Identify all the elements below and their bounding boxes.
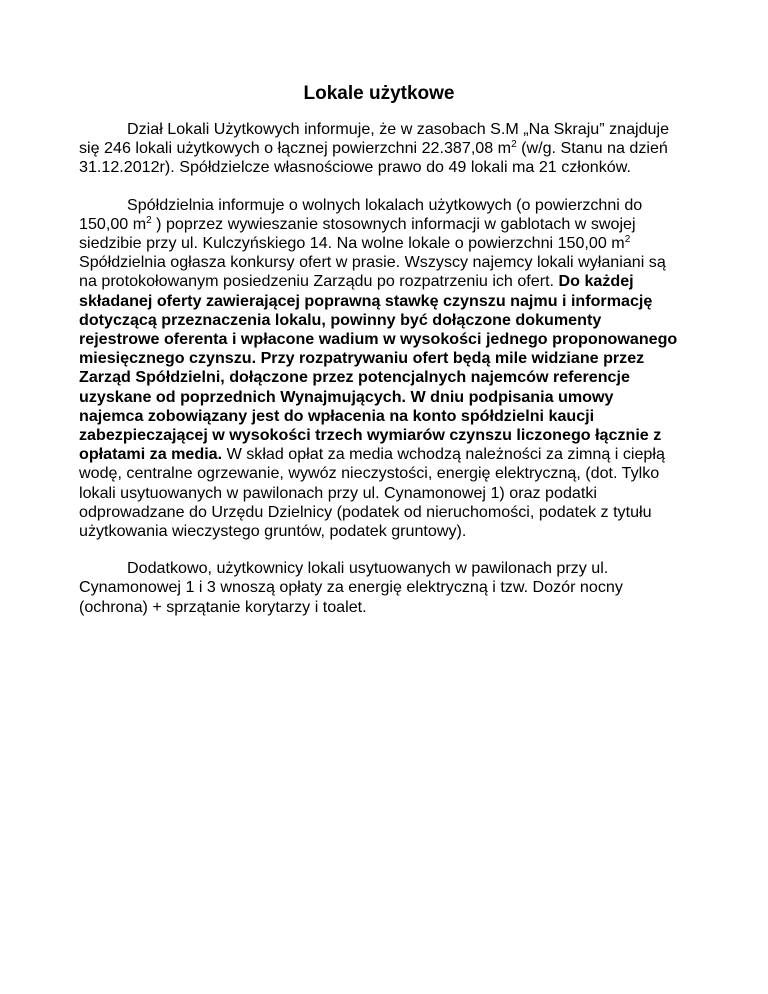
superscript: 2	[624, 234, 631, 246]
document-page	[79, 82, 679, 635]
paragraph-text: Spółdzielnia ogłasza konkursy ofert w prasie. Wszyscy najemcy lokali wyłaniani są na protokołowanym posiedzeniu Zarządu po rozpatrzeniu ich ofert.	[79, 253, 666, 291]
paragraph-text: W skład opłat za media wchodzą należności za zimną i ciepłą wodę, centralne ogrzewanie, wywóz nieczystości, energię elektryczną, (dot. Tylko lokali usytuowanych w pawilonach przy ul. Cynamonowej 1) oraz podatki odprowadzane do Urzędu Dzielnicy (podatek od nieruchomości, podatek z tytułu użytkowania wieczystego gruntów, podatek gruntowy).	[79, 445, 665, 541]
paragraph-text: ) poprzez wywieszanie stosownych informacji w gablotach w swojej siedzibie przy ul. Kulczyńskiego 14. Na wolne lokale o powierzchni 150,00 m	[79, 214, 636, 253]
superscript: 2	[511, 139, 517, 151]
paragraph-text: Dodatkowo, użytkownicy lokali usytuowanych w pawilonach przy ul. Cynamonowej 1 i 3 wnoszą opłaty za energię elektryczną i tzw. Dozór nocny (ochrona) + sprzątanie korytarzy i toalet.	[79, 559, 623, 616]
paragraph-additional-fees	[79, 559, 679, 617]
paragraph-offers	[79, 196, 679, 542]
page-title: Lokale użytkowe	[303, 83, 455, 104]
paragraph-text: Spółdzielnia informuje o wolnych lokalach użytkowych (o powierzchni do 150,00 m	[79, 195, 643, 233]
superscript: 2	[146, 214, 152, 226]
paragraph-text: (w/g. Stanu na dzień 31.12.2012r). Spółdzielcze własnościowe prawo do 49 lokali ma 21 członków.	[79, 139, 668, 177]
paragraph-summary	[79, 120, 679, 178]
bold-requirements-text: Do każdej składanej oferty zawierającej poprawną stawkę czynszu najmu i informację dotyczącą przeznaczenia lokalu, powinny być dołączone dokumenty rejestrowe oferenta i wpłacone wadium w wysokości jednego proponowanego miesięcznego czynszu. Przy rozpatrywaniu ofert będą mile widziane przez Zarząd Spółdzielni, dołączone przez potencjalnych najemców referencje uzyskane od poprzednich Wynajmujących. W dniu podpisania umowy najemca zobowiązany jest do wpłacenia na konto spółdzielni kaucji zabezpieczającej w wysokości trzech wymiarów czynszu liczonego łącznie z opłatami za media.	[79, 272, 678, 464]
paragraph-text: Dział Lokali Użytkowych informuje, że w zasobach S.M „Na Skraju” znajduje się 246 lokali użytkowych o łącznej powierzchni 22.387,08 m	[79, 120, 670, 158]
